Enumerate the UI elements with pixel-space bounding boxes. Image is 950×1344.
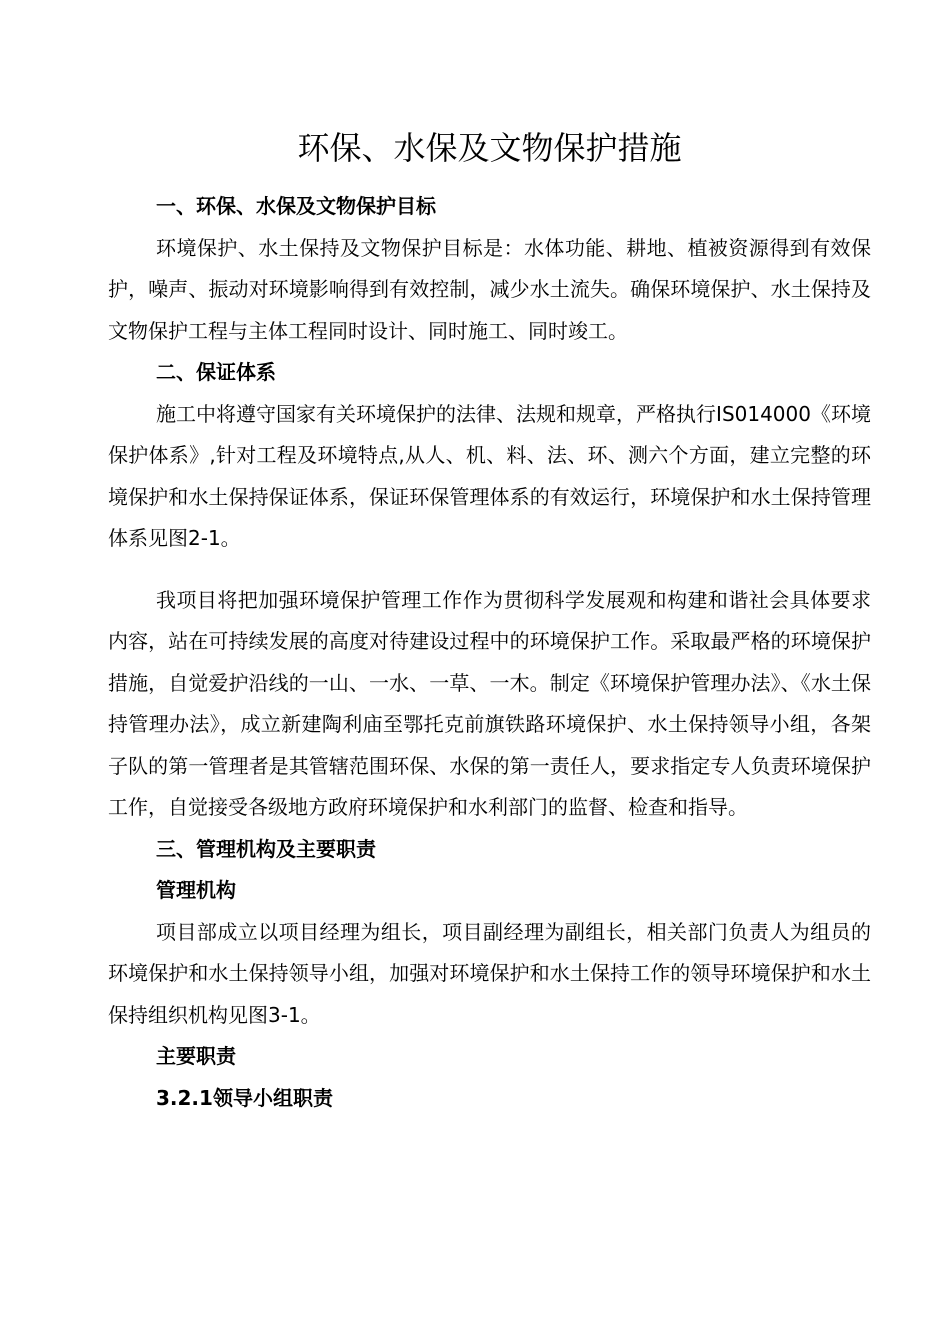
section-3-heading: 三、管理机构及主要职责 bbox=[156, 836, 376, 861]
paragraph-gap bbox=[108, 560, 871, 580]
section-1-paragraph: 环境保护、水土保持及文物保护目标是：水体功能、耕地、植被资源得到有效保护，噪声、振动对环境影响得到有效控制，减少水土流失。确保环境保护、水土保持及文物保护工程与主体工程同时设计、同时施工、同时竣工。 bbox=[108, 235, 871, 343]
section-3-paragraph: 项目部成立以项目经理为组长，项目副经理为副组长，相关部门负责人为组员的环境保护和水土保持领导小组，加强对环境保护和水土保持工作的领导环境保护和水土保持组织机构见图3-1。 bbox=[108, 919, 871, 1027]
document-page bbox=[108, 126, 871, 1119]
subheading-leading-group-duties: 3.2.1领导小组职责 bbox=[156, 1085, 333, 1110]
subheading-main-duties: 主要职责 bbox=[156, 1044, 236, 1068]
section-2-heading: 二、保证体系 bbox=[156, 360, 276, 384]
section-2-paragraph-2: 我项目将把加强环境保护管理工作作为贯彻科学发展观和构建和谐社会具体要求内容，站在可持续发展的高度对待建设过程中的环境保护工作。采取最严格的环境保护措施，自觉爱护沿线的一山、一水、一草、一木。制定《环境保护管理办法》、《水土保持管理办法》，成立新建陶利庙至鄂托克前旗铁路环境保护、水土保持领导小组，各架子队的第一管理者是其管辖范围环保、水保的第一责任人，要求指定专人负责环境保护工作，自觉接受各级地方政府环境保护和水利部门的监督、检查和指导。 bbox=[108, 587, 871, 819]
section-1-heading: 一、环保、水保及文物保护目标 bbox=[156, 194, 436, 218]
subheading-management-organization: 管理机构 bbox=[156, 878, 236, 902]
document-title: 环保、水保及文物保护措施 bbox=[297, 129, 682, 167]
section-2-paragraph-1: 施工中将遵守国家有关环境保护的法律、法规和规章，严格执行IS014000《环境保护体系》,针对工程及环境特点,从人、机、料、法、环、测六个方面，建立完整的环境保护和水土保持保证体系，保证环保管理体系的有效运行，环境保护和水土保持管理体系见图2-1。 bbox=[108, 401, 871, 550]
